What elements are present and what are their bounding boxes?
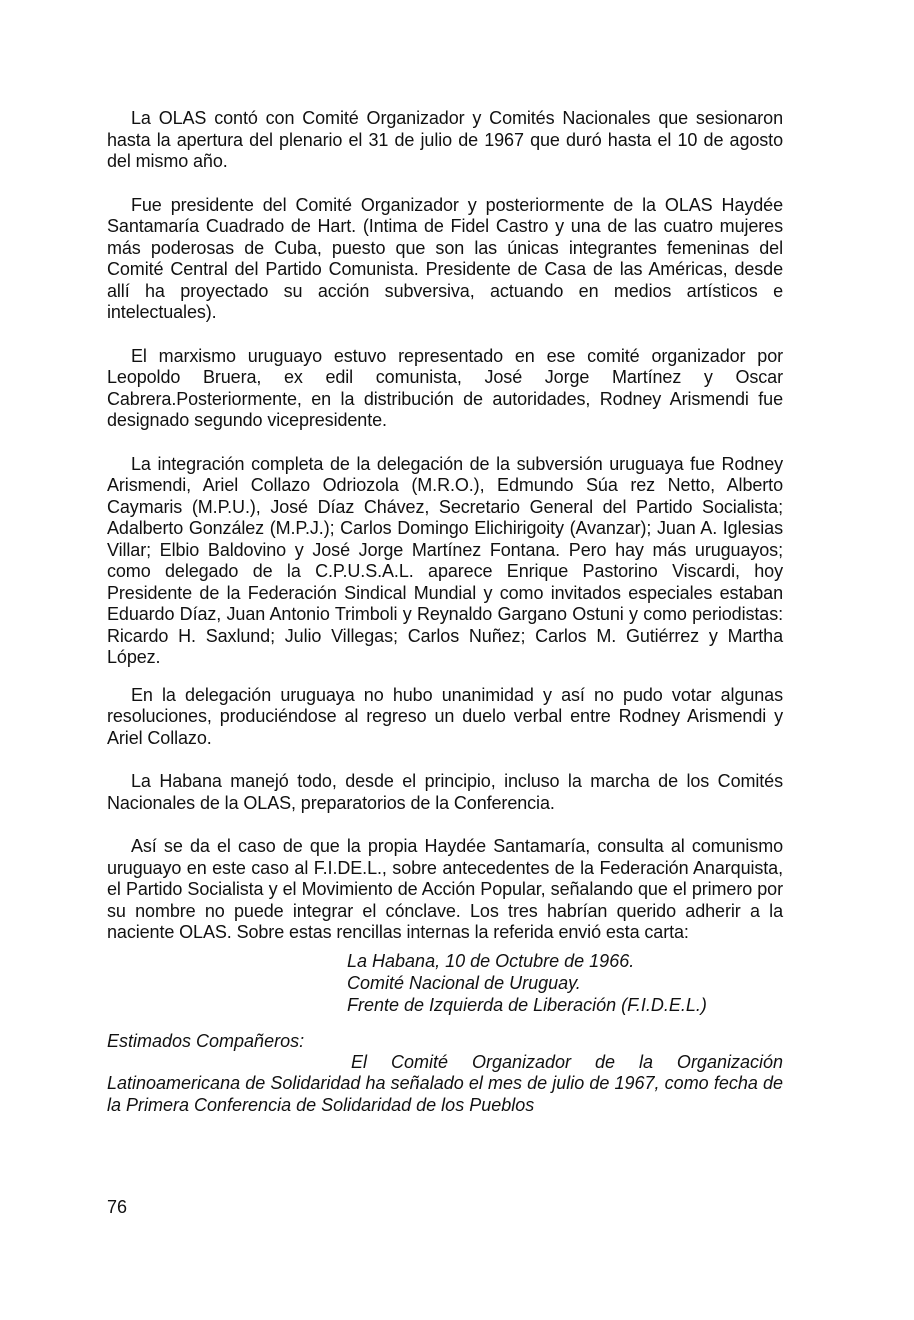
paragraph-uruguayan-marxism: El marxismo uruguayo estuvo representado en ese comité organizador por Leopoldo Bruera, ex edil comunista, José Jorge Martínez y Oscar Cabrera.Posteriormente, en la distribución de autoridades, Rodney Arismendi fue designado segundo vicepresidente. bbox=[107, 345, 783, 430]
paragraph-president: Fue presidente del Comité Organizador y posteriormente de la OLAS Haydée Santamaría Cuadrado de Hart. (Intima de Fidel Castro y una de las cuatro mujeres más poderosas de Cuba, puesto que son las únicas integrantes femeninas del Comité Central del Partido Comunista. Presidente de Casa de las Américas, desde allí ha proyectado su acción subversiva, actuando en medios artísticos e intelectuales). bbox=[107, 194, 783, 322]
letter-salutation: Estimados Compañeros: bbox=[107, 1030, 305, 1051]
paragraph-santamaria-consult: Así se da el caso de que la propia Haydée Santamaría, consulta al comunismo uruguayo en este caso al F.I.DE.L., sobre antecedentes de la Federación Anarquista, el Partido Socialista y el Movimiento de Acción Popular, señalando que el primero por su nombre no puede integrar el cónclave. Los tres habrían querido adherir a la naciente OLAS. Sobre estas rencillas internas la referida envió esta carta: bbox=[107, 836, 783, 942]
page-body bbox=[107, 108, 783, 1116]
paragraph-no-unanimity: En la delegación uruguaya no hubo unanimidad y así no pudo votar algunas resoluciones, produciéndose al regreso un duelo verbal entre Rodney Arismendi y Ariel Collazo. bbox=[107, 684, 783, 748]
paragraph-havana-control: La Habana manejó todo, desde el principio, incluso la marcha de los Comités Nacionales de la OLAS, preparatorios de la Conferencia. bbox=[107, 771, 783, 813]
letter-body: El Comité Organizador de la Organización Latinoamericana de Solidaridad ha señalado el mes de julio de 1967, como fecha de la Primera Conferencia de Solidaridad de los Pueblos bbox=[107, 1051, 783, 1115]
letter-recipient: Comité Nacional de Uruguay. bbox=[347, 972, 581, 993]
page-number: 76 bbox=[107, 1197, 128, 1217]
letter-organization: Frente de Izquierda de Liberación (F.I.D.E.L.) bbox=[347, 994, 707, 1015]
letter-date: La Habana, 10 de Octubre de 1966. bbox=[347, 950, 635, 971]
letter-heading bbox=[107, 950, 783, 1016]
paragraph-olas-committees: La OLAS contó con Comité Organizador y Comités Nacionales que sesionaron hasta la apertura del plenario el 31 de julio de 1967 que duró hasta el 10 de agosto del mismo año. bbox=[107, 108, 783, 171]
paragraph-delegation: La integración completa de la delegación de la subversión uruguaya fue Rodney Arismendi, Ariel Collazo Odriozola (M.R.O.), Edmundo Súa rez Netto, Alberto Caymaris (M.P.U.), José Díaz Chávez, Secretario General del Partido Socialista; Adalberto González (M.P.J.); Carlos Domingo Elichirigoity (Avanzar); Juan A. Iglesias Villar; Elbio Baldovino y José Jorge Martínez Fontana. Pero hay más uruguayos; como delegado de la C.P.U.S.A.L. aparece Enrique Pastorino Viscardi, hoy Presidente de la Federación Sindical Mundial y como invitados especiales estaban Eduardo Díaz, Juan Antonio Trimboli y Reynaldo Gargano Ostuni y como periodistas: Ricardo H. Saxlund; Julio Villegas; Carlos Nuñez; Carlos M. Gutiérrez y Martha López. bbox=[107, 453, 783, 667]
